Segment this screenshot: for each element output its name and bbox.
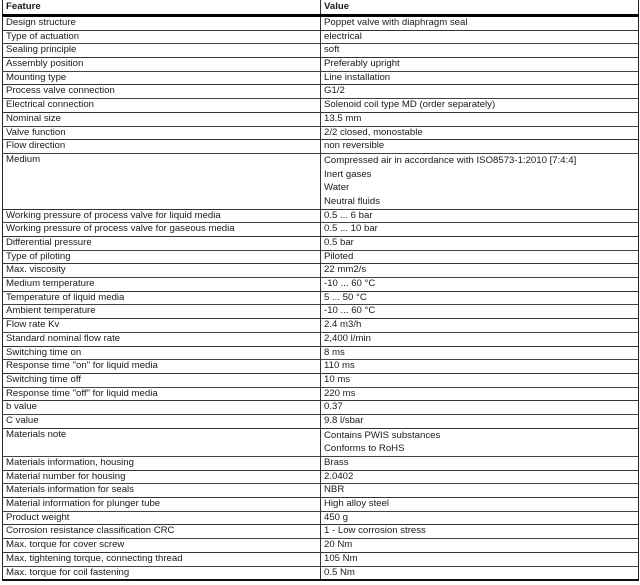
table-row (3, 209, 639, 223)
value-line: Preferably upright (324, 58, 400, 70)
value-cell (321, 250, 639, 264)
value-cell (321, 484, 639, 498)
value-cell (321, 401, 639, 415)
value-line: Contains PWIS substances (324, 429, 441, 441)
value-cell (321, 387, 639, 401)
feature-cell: Design structure (3, 16, 321, 31)
value-cell (321, 319, 639, 333)
feature-cell: b value (3, 401, 321, 415)
value-cell (321, 223, 639, 237)
value-cell (321, 126, 639, 140)
value-line: 2,400 l/min (324, 332, 371, 344)
feature-cell: Max. torque for coil fastening (3, 566, 321, 580)
table-row (3, 140, 639, 154)
value-line: 5 ... 50 °C (324, 291, 367, 303)
value-line: 0.5 bar (324, 237, 354, 248)
feature-cell: Nominal size (3, 112, 321, 126)
feature-cell: Working pressure of process valve for liquid media (3, 209, 321, 223)
table-header-row (3, 0, 639, 16)
table-row (3, 319, 639, 333)
table-row (3, 566, 639, 580)
table-body (3, 16, 639, 581)
value-line: 20 Nm (324, 539, 353, 551)
table-row (3, 223, 639, 237)
feature-cell: Material number for housing (3, 470, 321, 484)
value-line: G1/2 (324, 85, 345, 97)
table-row (3, 71, 639, 85)
feature-cell: Valve function (3, 126, 321, 140)
value-line: Compressed air in accordance with ISO8573-1:2010 [7:4:4] (324, 154, 577, 166)
table-row (3, 373, 639, 387)
feature-cell: Mounting type (3, 71, 321, 85)
value-cell (321, 360, 639, 374)
value-cell (321, 209, 639, 223)
value-cell (321, 428, 639, 456)
value-cell (321, 99, 639, 113)
feature-cell: Max. viscosity (3, 264, 321, 278)
table-row (3, 99, 639, 113)
table-row (3, 264, 639, 278)
feature-cell: C value (3, 414, 321, 428)
value-line: 13.5 mm (324, 112, 362, 124)
feature-cell: Working pressure of process valve for gaseous media (3, 223, 321, 237)
value-cell (321, 291, 639, 305)
table-row (3, 401, 639, 415)
table-row (3, 85, 639, 99)
value-line: 220 ms (324, 387, 356, 399)
value-cell (321, 140, 639, 154)
feature-cell: Assembly position (3, 58, 321, 72)
value-line: 8 ms (324, 346, 345, 358)
value-cell (321, 71, 639, 85)
value-cell (321, 30, 639, 44)
table-row (3, 16, 639, 31)
feature-cell: Materials note (3, 428, 321, 456)
value-line: -10 ... 60 °C (324, 278, 376, 290)
value-line: Water (324, 182, 350, 194)
value-cell (321, 498, 639, 512)
value-cell (321, 112, 639, 126)
value-line: Inert gases (324, 168, 372, 180)
feature-cell: Process valve connection (3, 85, 321, 99)
header-feature: Feature (3, 0, 321, 16)
table-row (3, 414, 639, 428)
value-cell (321, 85, 639, 99)
feature-cell: Product weight (3, 511, 321, 525)
value-cell (321, 153, 639, 209)
feature-cell: Material information for plunger tube (3, 498, 321, 512)
table-row (3, 428, 639, 456)
feature-cell: Switching time off (3, 373, 321, 387)
value-cell (321, 566, 639, 580)
value-line: Brass (324, 457, 349, 468)
table-row (3, 539, 639, 553)
value-line: 2.0402 (324, 470, 354, 482)
value-line: 10 ms (324, 373, 351, 385)
feature-cell: Corrosion resistance classification CRC (3, 525, 321, 539)
table-row (3, 278, 639, 292)
value-cell (321, 525, 639, 539)
table-row (3, 511, 639, 525)
feature-cell: Materials information, housing (3, 457, 321, 471)
table-row (3, 237, 639, 251)
table-row (3, 457, 639, 471)
feature-cell: Response time "off" for liquid media (3, 387, 321, 401)
value-line: 1 - Low corrosion stress (324, 525, 426, 537)
value-cell (321, 552, 639, 566)
table-row (3, 58, 639, 72)
table-row (3, 112, 639, 126)
feature-cell: Temperature of liquid media (3, 291, 321, 305)
feature-cell: Electrical connection (3, 99, 321, 113)
table-row (3, 484, 639, 498)
value-cell (321, 414, 639, 428)
feature-cell: Flow direction (3, 140, 321, 154)
value-line: 450 g (324, 511, 349, 523)
value-cell (321, 457, 639, 471)
value-line: High alloy steel (324, 498, 390, 510)
value-line: 110 ms (324, 360, 355, 372)
table-row (3, 153, 639, 209)
feature-cell: Response time "on" for liquid media (3, 360, 321, 374)
value-line: Poppet valve with diaphragm seal (324, 17, 468, 28)
value-line: Conforms to RoHS (324, 443, 405, 455)
table-row (3, 44, 639, 58)
value-line: 22 mm2/s (324, 264, 367, 276)
table-row (3, 525, 639, 539)
value-cell (321, 237, 639, 251)
table-row (3, 291, 639, 305)
table-row (3, 360, 639, 374)
value-cell (321, 44, 639, 58)
value-line: 0.5 ... 6 bar (324, 209, 373, 221)
feature-cell: Max. torque for cover screw (3, 539, 321, 553)
feature-cell: Switching time on (3, 346, 321, 360)
feature-cell: Differential pressure (3, 237, 321, 251)
value-cell (321, 58, 639, 72)
value-cell (321, 511, 639, 525)
table-row (3, 470, 639, 484)
feature-cell: Medium temperature (3, 278, 321, 292)
value-line: 0.37 (324, 401, 343, 413)
feature-cell: Medium (3, 153, 321, 209)
value-cell (321, 278, 639, 292)
table-row (3, 332, 639, 346)
feature-cell: Sealing principle (3, 44, 321, 58)
value-line: 2.4 m3/h (324, 319, 362, 331)
value-line: 9.8 l/sbar (324, 414, 364, 426)
table-row (3, 305, 639, 319)
table-row (3, 346, 639, 360)
table-row (3, 498, 639, 512)
feature-cell: Ambient temperature (3, 305, 321, 319)
value-line: soft (324, 44, 340, 56)
table-row (3, 552, 639, 566)
value-line: Piloted (324, 250, 354, 262)
feature-cell: Materials information for seals (3, 484, 321, 498)
value-cell (321, 346, 639, 360)
value-line: Solenoid coil type MD (order separately) (324, 99, 496, 111)
feature-cell: Standard nominal flow rate (3, 332, 321, 346)
value-line: Neutral fluids (324, 195, 380, 207)
table-row (3, 250, 639, 264)
value-line: -10 ... 60 °C (324, 305, 376, 317)
value-cell (321, 539, 639, 553)
value-cell (321, 305, 639, 319)
value-cell (321, 264, 639, 278)
value-line: electrical (324, 30, 362, 42)
value-cell (321, 470, 639, 484)
value-line: 0.5 ... 10 bar (324, 223, 378, 235)
table-row (3, 387, 639, 401)
value-line: 105 Nm (324, 552, 358, 564)
value-cell (321, 16, 639, 31)
feature-cell: Flow rate Kv (3, 319, 321, 333)
value-line: NBR (324, 484, 345, 496)
value-line: 2/2 closed, monostable (324, 126, 423, 138)
value-cell (321, 373, 639, 387)
value-line: Line installation (324, 71, 391, 83)
table-row (3, 30, 639, 44)
header-value: Value (321, 0, 639, 16)
value-line: 0.5 Nm (324, 566, 355, 578)
spec-table (2, 0, 639, 581)
feature-cell: Type of piloting (3, 250, 321, 264)
table-row (3, 126, 639, 140)
feature-cell: Max. tightening torque, connecting thread (3, 552, 321, 566)
value-cell (321, 332, 639, 346)
feature-cell: Type of actuation (3, 30, 321, 44)
value-line: non reversible (324, 140, 385, 152)
